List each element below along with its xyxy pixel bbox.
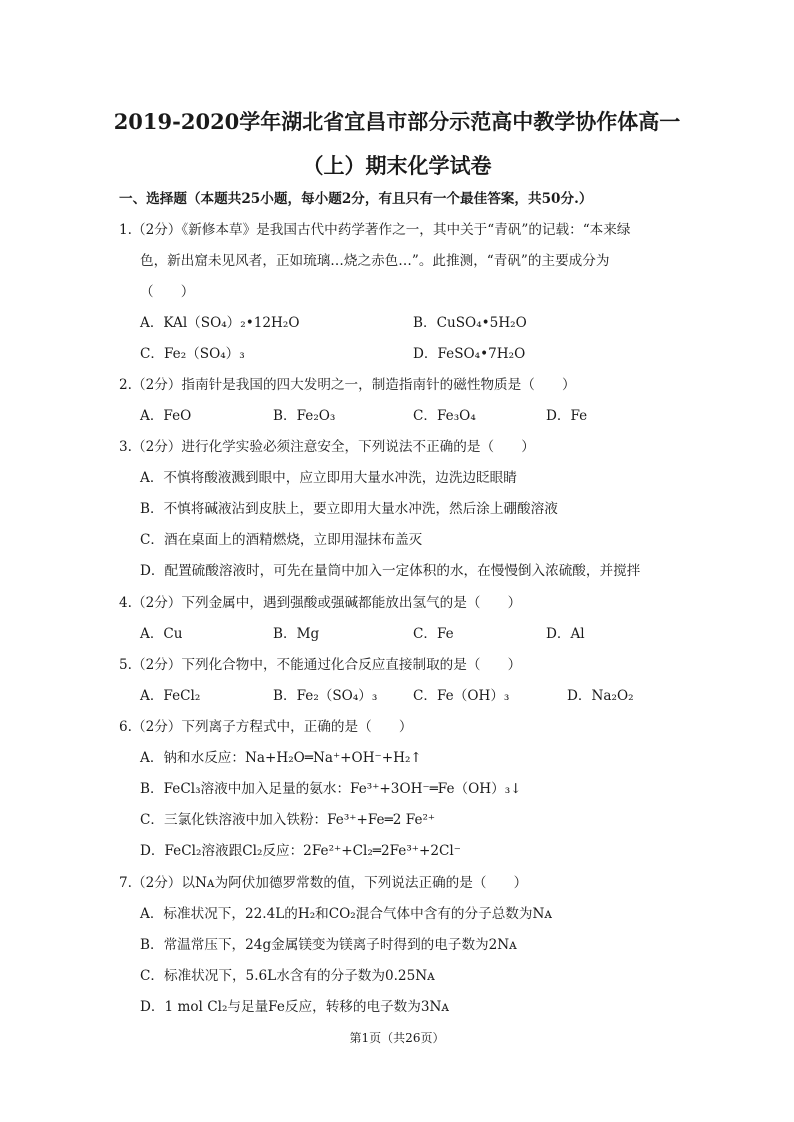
section-heading: 一、选择题（本题共25小题，每小题2分，有且只有一个最佳答案，共50分.） — [119, 191, 593, 207]
question-4-line-1: 4.（2分）下列金属中，遇到强酸或强碱都能放出氢气的是（ ） — [119, 595, 522, 611]
exam-title-line-2: （上）期末化学试卷 — [302, 153, 492, 178]
question-1-option-a: A．KAl（SO₄）₂•12H₂O — [140, 315, 300, 331]
question-3-option-d: D．配置硫酸溶液时，可先在量筒中加入一定体积的水，在慢慢倒入浓硫酸，并搅拌 — [140, 563, 641, 579]
question-6-option-a: A．钠和水反应：Na+H₂O═Na⁺+OH⁻+H₂↑ — [140, 750, 422, 766]
question-4-option-a: A．Cu — [140, 626, 183, 642]
question-5-option-d: D．Na₂O₂ — [567, 688, 634, 704]
question-3-line-1: 3.（2分）进行化学实验必须注意安全，下列说法不正确的是（ ） — [119, 439, 535, 455]
question-1-option-b: B．CuSO₄•5H₂O — [413, 315, 527, 331]
question-2-option-d: D．Fe — [546, 408, 588, 424]
question-6-option-b: B．FeCl₃溶液中加入足量的氨水：Fe³⁺+3OH⁻═Fe（OH）₃↓ — [140, 781, 522, 797]
question-4-option-d: D．Al — [546, 626, 585, 642]
question-3-option-c: C．酒在桌面上的酒精燃烧，立即用湿抹布盖灭 — [140, 532, 423, 548]
question-6-option-d: D．FeCl₂溶液跟Cl₂反应：2Fe²⁺+Cl₂═2Fe³⁺+2Cl⁻ — [140, 843, 461, 859]
question-1-line-3: （ ） — [140, 284, 195, 300]
question-6-option-c: C．三氯化铁溶液中加入铁粉：Fe³⁺+Fe═2 Fe²⁺ — [140, 812, 436, 828]
question-4-option-b: B．Mg — [273, 626, 320, 642]
page-footer: 第1页（共26页） — [349, 1031, 445, 1045]
question-7-option-d: D．1 mol Cl₂与足量Fe反应，转移的电子数为3Nᴀ — [140, 999, 450, 1015]
question-5-option-b: B．Fe₂（SO₄）₃ — [273, 688, 378, 704]
question-7-option-b: B．常温常压下，24g金属镁变为镁离子时得到的电子数为2Nᴀ — [140, 937, 517, 953]
question-2-option-c: C．Fe₃O₄ — [413, 408, 476, 424]
question-4-option-c: C．Fe — [413, 626, 454, 642]
question-5-option-a: A．FeCl₂ — [140, 688, 201, 704]
question-2-line-1: 2.（2分）指南针是我国的四大发明之一，制造指南针的磁性物质是（ ） — [119, 377, 576, 393]
question-1-line-2: 色，新出窟未见风者，正如琉璃…烧之赤色…”。此推测，“青矾”的主要成分为 — [140, 253, 610, 269]
question-3-option-a: A．不慎将酸液溅到眼中，应立即用大量水冲洗，边洗边眨眼睛 — [140, 470, 517, 486]
exam-title-line-1: 2019-2020学年湖北省宜昌市部分示范高中教学协作体高一 — [113, 109, 681, 134]
question-1-option-c: C．Fe₂（SO₄）₃ — [140, 346, 245, 362]
question-1-option-d: D．FeSO₄•7H₂O — [413, 346, 526, 362]
question-1-line-1: 1.（2分）《新修本草》是我国古代中药学著作之一，其中关于“青矾”的记载：“本来绿 — [119, 222, 631, 238]
question-5-option-c: C．Fe（OH）₃ — [413, 688, 510, 704]
question-2-option-a: A．FeO — [140, 408, 192, 424]
question-7-line-1: 7.（2分）以Nᴀ为阿伏加德罗常数的值，下列说法正确的是（ ） — [119, 875, 528, 891]
question-2-option-b: B．Fe₂O₃ — [273, 408, 336, 424]
question-7-option-a: A．标准状况下，22.4L的H₂和CO₂混合气体中含有的分子总数为Nᴀ — [140, 906, 553, 922]
question-7-option-c: C．标准状况下，5.6L水含有的分子数为0.25Nᴀ — [140, 968, 435, 984]
question-6-line-1: 6.（2分）下列离子方程式中，正确的是（ ） — [119, 719, 413, 735]
question-5-line-1: 5.（2分）下列化合物中，不能通过化合反应直接制取的是（ ） — [119, 657, 522, 673]
question-3-option-b: B．不慎将碱液沾到皮肤上，要立即用大量水冲洗，然后涂上硼酸溶液 — [140, 501, 558, 517]
